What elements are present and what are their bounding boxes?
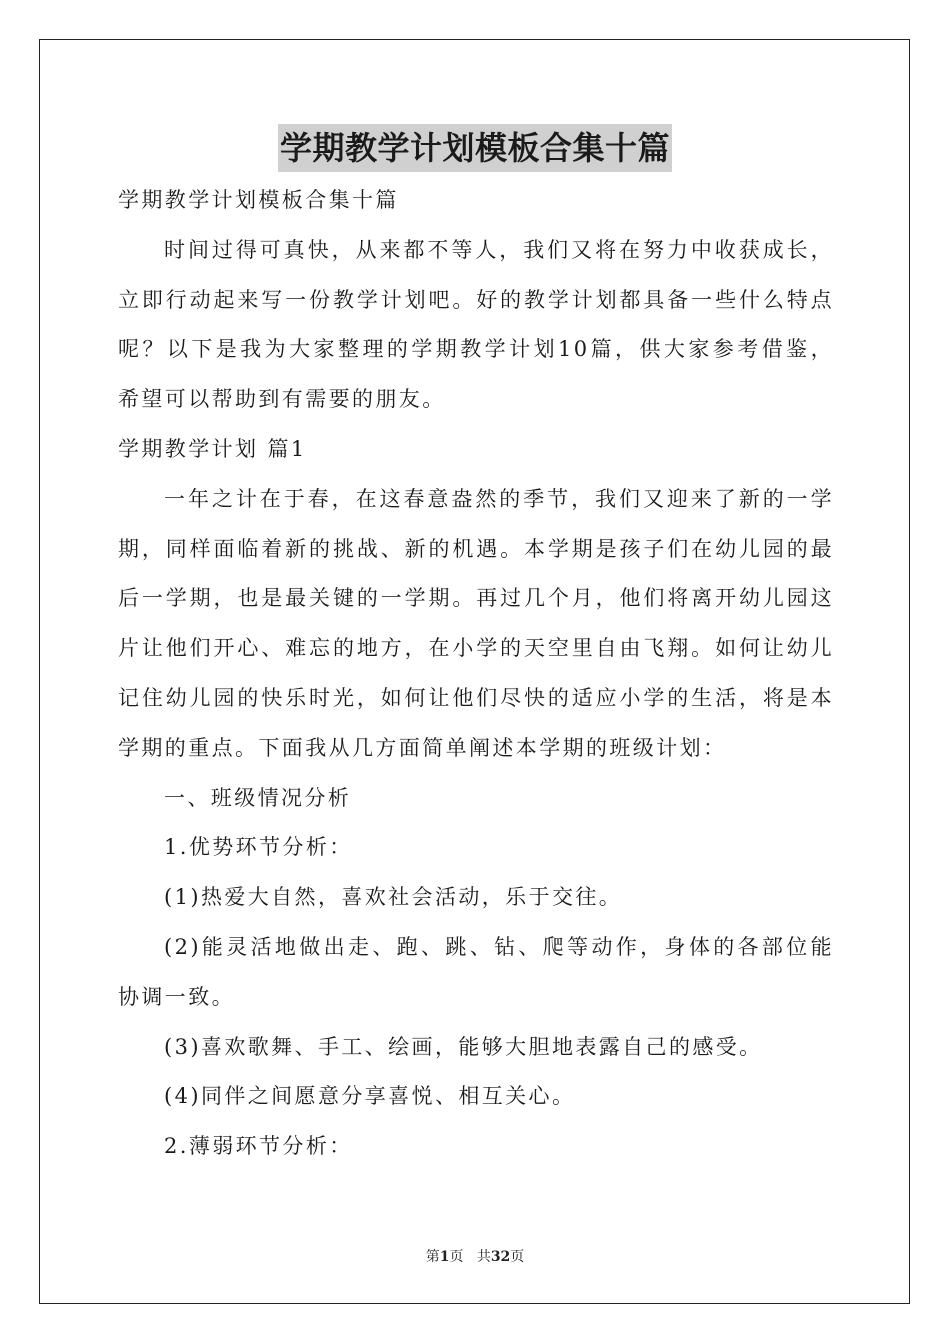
text-line: 1.优势环节分析： (164, 835, 353, 860)
document-body (118, 176, 834, 1172)
text-line: 期，同样面临着新的挑战、新的机遇。本学期是孩子们在幼儿园的最 (118, 536, 834, 561)
total-page-count: 32 (490, 1249, 511, 1265)
text-line: 片让他们开心、难忘的地方，在小学的天空里自由飞翔。如何让幼儿 (118, 636, 834, 661)
text-line: 一、班级情况分析 (164, 785, 352, 810)
text-line: (4)同伴之间愿意分享喜悦、相互关心。 (164, 1084, 576, 1109)
text-line: 记住幼儿园的快乐时光，如何让他们尽快的适应小学的生活，将是本 (118, 685, 834, 710)
text-line: (3)喜欢歌舞、手工、绘画，能够大胆地表露自己的感受。 (164, 1034, 763, 1059)
text-line: (2)能灵活地做出走、跑、跳、钻、爬等动作，身体的各部位能 (164, 934, 834, 959)
footer-total-prefix: 共 (476, 1249, 491, 1265)
page-footer (0, 1246, 950, 1266)
text-line: 时间过得可真快，从来都不等人，我们又将在努力中收获成长， (164, 237, 834, 262)
footer-prefix: 第 (425, 1249, 440, 1265)
footer-page-suffix: 页 (449, 1249, 464, 1265)
footer-total-suffix: 页 (510, 1249, 525, 1265)
text-line: 协调一致。 (118, 984, 235, 1009)
document-title: 学期教学计划模板合集十篇 (278, 124, 672, 172)
text-line: 希望可以帮助到有需要的朋友。 (118, 387, 446, 412)
text-line: 立即行动起来写一份教学计划吧。好的教学计划都具备一些什么特点 (118, 287, 834, 312)
text-line: 后一学期，也是最关键的一学期。再过几个月，他们将离开幼儿园这 (118, 586, 834, 611)
text-line: 呢？以下是我为大家整理的学期教学计划10篇，供大家参考借鉴， (118, 337, 834, 362)
text-line: 一年之计在于春，在这春意盎然的季节，我们又迎来了新的一学 (164, 486, 834, 511)
text-line: 学期教学计划模板合集十篇 (118, 188, 399, 212)
title-area (0, 124, 950, 172)
text-line: 学期的重点。下面我从几方面简单阐述本学期的班级计划： (118, 735, 727, 760)
current-page-number: 1 (439, 1249, 450, 1265)
text-line: 学期教学计划 篇1 (118, 436, 307, 461)
text-line: 2.薄弱环节分析： (164, 1134, 353, 1159)
text-line: (1)热爱大自然，喜欢社会活动，乐于交往。 (164, 885, 623, 910)
